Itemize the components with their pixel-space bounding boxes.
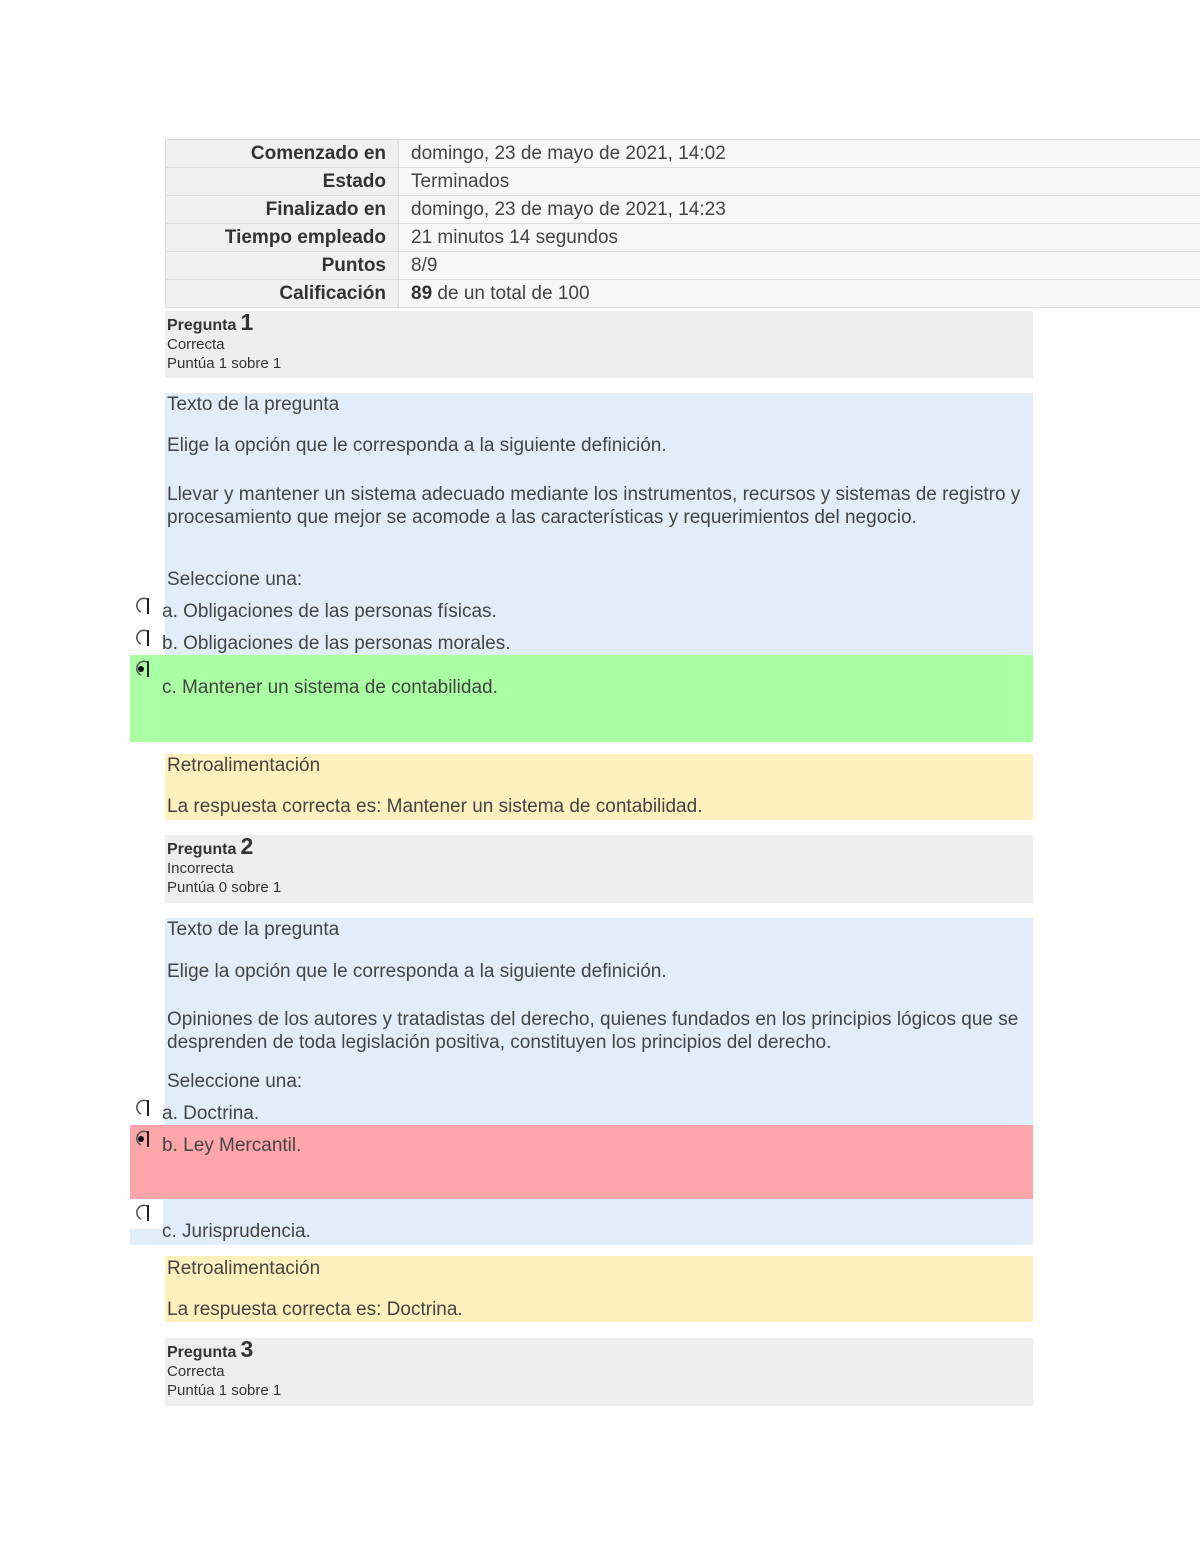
summary-label: Tiempo empleado	[166, 224, 399, 252]
answer-option[interactable]: b. Ley Mercantil.	[162, 1135, 302, 1156]
grade-value: 89	[411, 282, 433, 304]
grade-total: de un total de 100	[432, 282, 590, 304]
radio-unselected-icon[interactable]	[133, 628, 151, 648]
radio-unselected-icon[interactable]	[133, 596, 151, 616]
answer-option[interactable]: c. Mantener un sistema de contabilidad.	[162, 677, 498, 698]
answer-option[interactable]: a. Doctrina.	[162, 1103, 260, 1124]
summary-value: Terminados	[399, 168, 1200, 196]
summary-row-grade	[166, 280, 1200, 308]
question-label: Pregunta	[167, 841, 237, 858]
answer-option[interactable]: a. Obligaciones de las personas físicas.	[162, 601, 497, 622]
summary-label: Comenzado en	[166, 140, 399, 168]
summary-row-started	[166, 140, 1200, 168]
summary-value: domingo, 23 de mayo de 2021, 14:23	[399, 196, 1200, 224]
question-label: Pregunta	[167, 1344, 237, 1361]
answer-option[interactable]: c. Jurisprudencia.	[162, 1221, 311, 1242]
summary-row-points	[166, 252, 1200, 280]
summary-value	[399, 280, 1200, 308]
question-definition: Opiniones de los autores y tratadistas del derecho, quienes fundados en los principios lógicos que se desprenden de toda legislación positiva, constituyen los principios del derecho.	[167, 1009, 1019, 1053]
question-score: Puntúa 1 sobre 1	[167, 1382, 282, 1399]
question-text-header: Texto de la pregunta	[167, 394, 340, 415]
summary-value: domingo, 23 de mayo de 2021, 14:02	[399, 140, 1200, 168]
question-score: Puntúa 1 sobre 1	[167, 355, 282, 372]
feedback-header: Retroalimentación	[167, 755, 321, 776]
question-2-info	[165, 835, 1033, 903]
summary-label: Finalizado en	[166, 196, 399, 224]
radio-unselected-icon[interactable]	[133, 1203, 151, 1223]
summary-label: Puntos	[166, 252, 399, 280]
attempt-summary-table	[165, 139, 1200, 308]
answer-row-background	[130, 1229, 163, 1245]
summary-label: Calificación	[166, 280, 399, 308]
question-text-header: Texto de la pregunta	[167, 919, 340, 940]
summary-row-state	[166, 168, 1200, 196]
feedback-text: La respuesta correcta es: Mantener un sistema de contabilidad.	[167, 796, 703, 817]
question-status: Incorrecta	[167, 860, 234, 877]
question-status: Correcta	[167, 336, 225, 353]
question-score: Puntúa 0 sobre 1	[167, 879, 282, 896]
select-one-label: Seleccione una:	[167, 569, 303, 590]
question-number: 3	[240, 1336, 254, 1362]
feedback-header: Retroalimentación	[167, 1258, 321, 1279]
question-status: Correcta	[167, 1363, 225, 1380]
question-number: 2	[240, 833, 254, 859]
select-one-label: Seleccione una:	[167, 1071, 303, 1092]
answer-option[interactable]: b. Obligaciones de las personas morales.	[162, 633, 511, 654]
question-definition: Llevar y mantener un sistema adecuado mediante los instrumentos, recursos y sistemas de registro y procesamiento que mejor se acomode a las características y requerimientos del negocio.	[167, 484, 1021, 528]
summary-row-time	[166, 224, 1200, 252]
summary-row-finished	[166, 196, 1200, 224]
question-1-info	[165, 311, 1033, 378]
question-number: 1	[240, 309, 254, 335]
question-3-info	[165, 1338, 1033, 1406]
summary-label: Estado	[166, 168, 399, 196]
question-prompt: Elige la opción que le corresponda a la siguiente definición.	[167, 435, 667, 456]
radio-selected-icon[interactable]	[133, 659, 151, 679]
question-label: Pregunta	[167, 317, 237, 334]
summary-value: 21 minutos 14 segundos	[399, 224, 1200, 252]
feedback-text: La respuesta correcta es: Doctrina.	[167, 1299, 463, 1320]
question-prompt: Elige la opción que le corresponda a la siguiente definición.	[167, 961, 667, 982]
radio-selected-icon[interactable]	[133, 1129, 151, 1149]
summary-value: 8/9	[399, 252, 1200, 280]
radio-unselected-icon[interactable]	[133, 1098, 151, 1118]
